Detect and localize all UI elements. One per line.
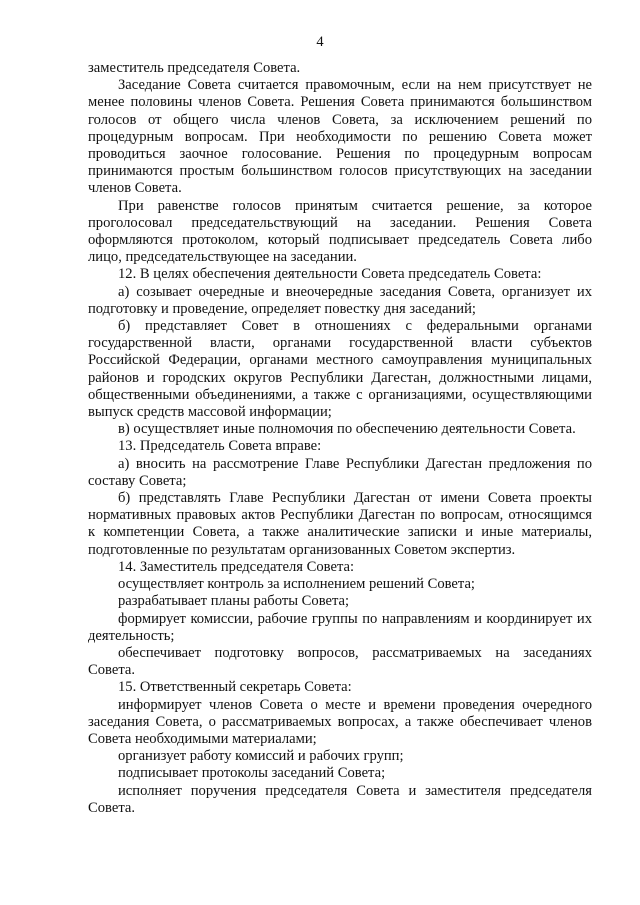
paragraph-15-organize: организует работу комиссий и рабочих групп; bbox=[118, 748, 404, 765]
paragraph-section-13: 13. Председатель Совета вправе: bbox=[118, 438, 322, 455]
paragraph-14-commissions: формирует комиссии, рабочие группы по направлениям и координирует их деятельность; bbox=[88, 610, 592, 644]
paragraph-13a: а) вносить на рассмотрение Главе Республики Дагестан предложения по составу Совета; bbox=[88, 455, 592, 489]
paragraph-section-14: 14. Заместитель председателя Совета: bbox=[118, 558, 355, 575]
paragraph-14-control: осуществляет контроль за исполнением решений Совета; bbox=[118, 576, 475, 593]
paragraph-tie-vote: При равенстве голосов принятым считается решение, за которое проголосовал председательствующий на заседании. Решения Совета оформляются протоколом, который подписывает председатель Совета либо лицо, председательствующее на заседании. bbox=[88, 197, 592, 266]
paragraph-continuation: заместитель председателя Совета. bbox=[88, 60, 301, 76]
paragraph-14-plans: разрабатывает планы работы Совета; bbox=[118, 593, 350, 610]
paragraph-15-sign: подписывает протоколы заседаний Совета; bbox=[118, 765, 386, 782]
page-number: 4 bbox=[316, 34, 324, 50]
paragraph-12v: в) осуществляет иные полномочия по обеспечению деятельности Совета. bbox=[118, 421, 576, 438]
document-body bbox=[88, 60, 592, 817]
paragraph-section-15: 15. Ответственный секретарь Совета: bbox=[118, 679, 352, 696]
paragraph-12b: б) представляет Совет в отношениях с федеральными органами государственной власти, органами государственной власти субъектов Российской Федерации, органами местного самоуправления муниципальных районов и городских округов Республики Дагестан, должностными лицами, общественными объединениями, а также с организациями, осуществляющими выпуск средств массовой информации; bbox=[88, 318, 592, 421]
paragraph-15-execute: исполняет поручения председателя Совета и заместителя председателя Совета. bbox=[88, 782, 592, 816]
paragraph-15-inform: информирует членов Совета о месте и времени проведения очередного заседания Совета, о рассматриваемых вопросах, а также обеспечивает членов Совета необходимыми материалами; bbox=[88, 696, 592, 747]
paragraph-quorum: Заседание Совета считается правомочным, если на нем присутствует не менее половины членов Совета. Решения Совета принимаются большинством голосов от общего числа членов Совета, за исключением решений по процедурным вопросам. При необходимости по решению Совета может проводиться заочное голосование. Решения по процедурным вопросам принимаются простым большинством голосов присутствующих на заседании членов Совета. bbox=[88, 77, 592, 197]
paragraph-12a: а) созывает очередные и внеочередные заседания Совета, организует их подготовку и проведение, определяет повестку дня заседаний; bbox=[88, 283, 592, 317]
paragraph-13b: б) представлять Главе Республики Дагестан от имени Совета проекты нормативных правовых актов Республики Дагестан по вопросам, относящимся к компетенции Совета, а также аналитические записки и иные материалы, подготовленные по результатам организованных Советом экспертиз. bbox=[88, 490, 592, 558]
paragraph-14-preparation: обеспечивает подготовку вопросов, рассматриваемых на заседаниях Совета. bbox=[88, 644, 592, 679]
paragraph-section-12: 12. В целях обеспечения деятельности Совета председатель Совета: bbox=[118, 266, 542, 283]
